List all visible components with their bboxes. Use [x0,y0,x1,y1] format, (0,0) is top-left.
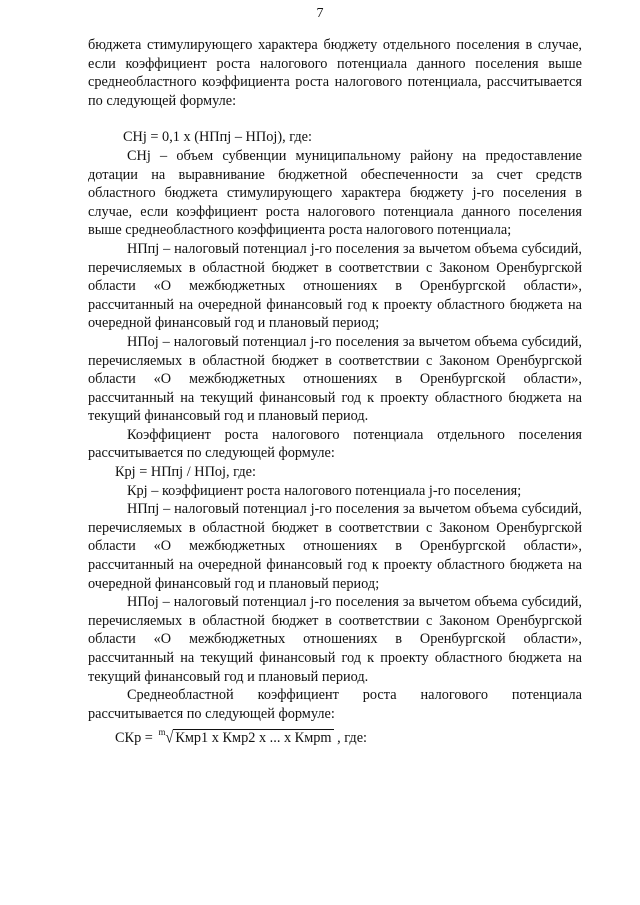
definition-npnj: НПпj – налоговый потенциал j-го поселения за вычетом объема субсидий, перечисляемых в областной бюджет в соответствии с Законом Оренбургской области «О межбюджетных отношениях в Оренбургской области», рассчитанный на очередной финансовый год к проекту областного бюджета на очередной финансовый год и плановый период; [88,240,582,332]
formula-growth-coefficient: Крj = НПпj / НПоj, где: [115,464,256,481]
paragraph-growth-coefficient: Коэффициент роста налогового потенциала отдельного поселения рассчитывается по следующей формуле: [88,426,582,462]
formula-suffix: , где: [333,730,368,747]
formula-average-coefficient [88,723,582,748]
paragraph-intro: бюджета стимулирующего характера бюджету отдельного поселения в случае, если коэффициент роста налогового потенциала данного поселения выше среднеобластного коэффициента роста налогового потенциала, рассчитывается по следующей формуле: [88,37,582,109]
root-index: m [158,727,166,738]
definition-npoj: НПоj – налоговый потенциал j-го поселения за вычетом объема субсидий, перечисляемых в областной бюджет в соответствии с Законом Оренбургской области «О межбюджетных отношениях в Оренбургской области», рассчитанный на текущий финансовый год к проекту областного бюджета на текущий финансовый год и плановый период. [88,333,582,425]
paragraph-average-coefficient: Среднеобластной коэффициент роста налогового потенциала рассчитывается по следующей формуле: [88,687,582,722]
definition-npnj-2: НПпj – налоговый потенциал j-го поселения за вычетом объема субсидий, перечисляемых в областной бюджет в соответствии с Законом Оренбургской области «О межбюджетных отношениях в Оренбургской области», рассчитанный на очередной финансовый год к проекту областного бюджета на очередной финансовый год и плановый период; [88,501,582,592]
document-body [88,36,582,748]
formula-lhs: СКр = [115,730,157,747]
root-expression [156,723,333,748]
root-radicand: Кмр1 х Кмр2 х ... х Кмрm [175,730,332,747]
radical-sign-icon: √ [165,729,174,748]
definition-krj: Крj – коэффициент роста налогового потенциала j-го поселения; [127,482,522,499]
formula-subvention: СНj = 0,1 х (НПпj – НПоj), где: [123,129,312,146]
definition-npoj-2: НПоj – налоговый потенциал j-го поселения за вычетом объема субсидий, перечисляемых в областной бюджет в соответствии с Законом Оренбургской области «О межбюджетных отношениях в Оренбургской области», рассчитанный на текущий финансовый год к проекту областного бюджета на текущий финансовый год и плановый период. [88,594,582,685]
definition-cnj: СНj – объем субвенции муниципальному району на предоставление дотации на выравнивание бюджетной обеспеченности за счет средств областного бюджета стимулирующего характера бюджету j-го поселения в случае, если коэффициент роста налогового потенциала данного поселения выше среднеобластного коэффициента роста налогового потенциала; [88,147,582,239]
page-number: 7 [316,6,324,21]
